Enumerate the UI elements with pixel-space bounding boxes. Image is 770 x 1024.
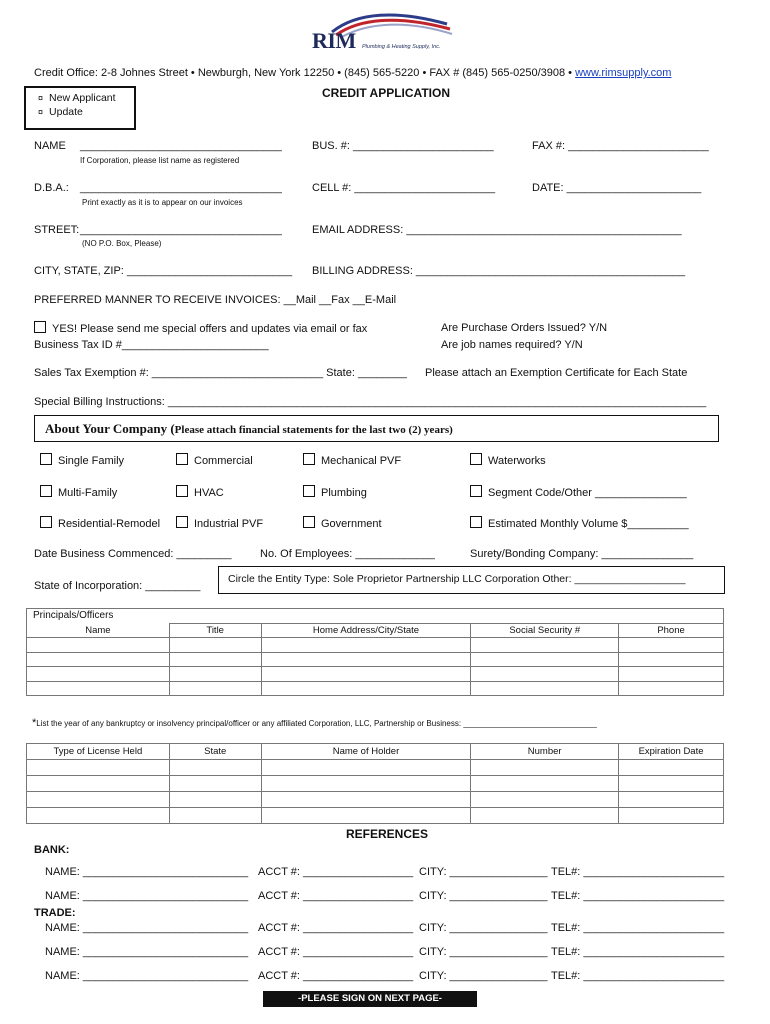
table-row[interactable] (27, 776, 724, 792)
offers-label: YES! Please send me special offers and updates via email or fax (52, 323, 368, 335)
bank1-acct-field[interactable]: ACCT #: __________________ (258, 866, 414, 878)
about-subtitle: Please attach financial statements for the last two (2) years) (174, 424, 453, 436)
dba-label: D.B.A.: (34, 182, 69, 194)
checkbox-icon[interactable] (40, 485, 52, 497)
entity-type-field[interactable]: Circle the Entity Type: Sole Proprietor Partnership LLC Corporation Other: ___________________ (228, 573, 686, 585)
office-address: Credit Office: 2-8 Johnes Street • Newburgh, New York 12250 • (845) 565-5220 • FAX # (845) 565-0250/3908 • (34, 67, 576, 79)
business-tax-id-field[interactable]: Business Tax ID #________________________ (34, 339, 269, 351)
about-title (45, 421, 453, 437)
bank2-acct-field[interactable]: ACCT #: __________________ (258, 890, 414, 902)
table-row[interactable] (27, 681, 724, 696)
trade3-acct-field[interactable]: ACCT #: __________________ (258, 970, 414, 982)
table-header-row (27, 744, 724, 760)
option-government[interactable] (303, 516, 382, 530)
option-commercial[interactable] (176, 453, 253, 467)
special-billing-field[interactable]: Special Billing Instructions: ________________________________________________________________________________________ (34, 396, 707, 408)
table-row[interactable] (27, 667, 724, 682)
references-title: REFERENCES (346, 827, 429, 841)
state-incorporation-field[interactable]: State of Incorporation: _________ (34, 580, 201, 592)
bank2-name-field[interactable]: NAME: ___________________________ (45, 890, 249, 902)
street-field[interactable]: _________________________________ (80, 224, 282, 236)
trade1-name-field[interactable]: NAME: ___________________________ (45, 922, 249, 934)
offers-opt-in[interactable] (34, 321, 367, 335)
header-title: Title (169, 623, 261, 638)
update-option[interactable] (38, 106, 83, 118)
website-link[interactable]: www.rimsupply.com (575, 67, 672, 79)
bullet-icon: ¤ (38, 93, 44, 103)
header-phone: Phone (619, 623, 724, 638)
job-names-field[interactable]: Are job names required? Y/N (441, 339, 583, 351)
header-expiration: Expiration Date (619, 744, 724, 760)
office-line (34, 67, 671, 79)
street-hint: (NO P.O. Box, Please) (82, 239, 162, 248)
header-name: Name (27, 623, 170, 638)
dba-hint: Print exactly as it is to appear on our invoices (82, 198, 243, 207)
bullet-icon: ¤ (38, 107, 44, 117)
trade1-tel-field[interactable]: TEL#: _______________________ (551, 922, 725, 934)
option-label: Estimated Monthly Volume $__________ (488, 518, 689, 530)
table-row[interactable] (27, 760, 724, 776)
bank1-tel-field[interactable]: TEL#: _______________________ (551, 866, 725, 878)
option-label: Waterworks (488, 455, 546, 467)
sales-tax-field[interactable]: Sales Tax Exemption #: ____________________________ State: ________ (34, 367, 407, 379)
option-multi-family[interactable] (40, 485, 117, 499)
option-industrial-pvf[interactable] (176, 516, 263, 530)
asterisk: * (32, 717, 37, 729)
trade2-city-field[interactable]: CITY: ________________ (419, 946, 548, 958)
employees-field[interactable]: No. Of Employees: _____________ (260, 548, 435, 560)
option-segment-code[interactable] (470, 485, 687, 499)
trade3-city-field[interactable]: CITY: ________________ (419, 970, 548, 982)
update-label: Update (49, 106, 83, 118)
option-label: HVAC (194, 487, 224, 499)
trade3-name-field[interactable]: NAME: ___________________________ (45, 970, 249, 982)
option-single-family[interactable] (40, 453, 124, 467)
header-holder: Name of Holder (261, 744, 471, 760)
bankruptcy-field[interactable] (32, 717, 597, 729)
checkbox-icon[interactable] (176, 516, 188, 528)
option-label: Residential-Remodel (58, 518, 161, 530)
bank1-city-field[interactable]: CITY: ________________ (419, 866, 548, 878)
checkbox-icon[interactable] (470, 485, 482, 497)
option-plumbing[interactable] (303, 485, 367, 499)
principals-caption: Principals/Officers (27, 609, 724, 624)
trade2-name-field[interactable]: NAME: ___________________________ (45, 946, 249, 958)
table-row[interactable] (27, 808, 724, 824)
checkbox-icon[interactable] (176, 485, 188, 497)
new-applicant-label: New Applicant (49, 92, 116, 104)
checkbox-icon[interactable] (303, 485, 315, 497)
bank2-tel-field[interactable]: TEL#: _______________________ (551, 890, 725, 902)
date-field[interactable]: DATE: ______________________ (532, 182, 702, 194)
checkbox-icon[interactable] (40, 453, 52, 465)
preferred-invoice-field[interactable]: PREFERRED MANNER TO RECEIVE INVOICES: __Mail __Fax __E-Mail (34, 294, 397, 306)
licenses-table (26, 743, 724, 824)
option-label: Industrial PVF (194, 518, 264, 530)
option-label: Government (321, 518, 382, 530)
trade3-tel-field[interactable]: TEL#: _______________________ (551, 970, 725, 982)
checkbox-icon[interactable] (470, 453, 482, 465)
checkbox-icon[interactable] (176, 453, 188, 465)
trade2-tel-field[interactable]: TEL#: _______________________ (551, 946, 725, 958)
po-issued-field[interactable]: Are Purchase Orders Issued? Y/N (441, 322, 608, 334)
city-state-zip-field[interactable]: CITY, STATE, ZIP: ___________________________ (34, 265, 293, 277)
bank2-city-field[interactable]: CITY: ________________ (419, 890, 548, 902)
name-label: NAME (34, 140, 66, 152)
table-header-row (27, 623, 724, 638)
checkbox-icon[interactable] (34, 321, 46, 333)
sign-next-page-banner: -PLEASE SIGN ON NEXT PAGE- (263, 991, 477, 1007)
page-title: CREDIT APPLICATION (322, 86, 450, 100)
name-field[interactable]: _________________________________ (80, 140, 282, 152)
header-state: State (169, 744, 261, 760)
name-hint: If Corporation, please list name as registered (80, 156, 240, 165)
about-title-text: About Your Company ( (45, 421, 175, 436)
option-waterworks[interactable] (470, 453, 546, 467)
header-license-type: Type of License Held (27, 744, 170, 760)
trade1-acct-field[interactable]: ACCT #: __________________ (258, 922, 414, 934)
principals-table (26, 608, 724, 696)
fax-field[interactable]: FAX #: _______________________ (532, 140, 709, 152)
checkbox-icon[interactable] (303, 516, 315, 528)
table-row[interactable] (27, 652, 724, 667)
option-monthly-volume[interactable] (470, 516, 689, 530)
checkbox-icon[interactable] (470, 516, 482, 528)
option-residential-remodel[interactable] (40, 516, 160, 530)
option-label: Multi-Family (58, 487, 118, 499)
option-mechanical-pvf[interactable] (303, 453, 401, 467)
header-number: Number (471, 744, 619, 760)
logo-text: RIM (312, 28, 356, 53)
new-applicant-option[interactable] (38, 92, 116, 104)
header-ssn: Social Security # (471, 623, 619, 638)
table-row[interactable] (27, 638, 724, 653)
bank-heading: BANK: (34, 844, 70, 856)
option-label: Single Family (58, 455, 125, 467)
logo-subtitle: Plumbing & Heating Supply, Inc. (362, 44, 441, 50)
option-label: Segment Code/Other _______________ (488, 487, 687, 499)
trade-heading: TRADE: (34, 907, 76, 919)
checkbox-icon[interactable] (40, 516, 52, 528)
street-label: STREET: (34, 224, 80, 236)
exemption-note: Please attach an Exemption Certificate for Each State (425, 367, 688, 379)
option-hvac[interactable] (176, 485, 224, 499)
header-address: Home Address/City/State (261, 623, 471, 638)
email-field[interactable]: EMAIL ADDRESS: _____________________________________________ (312, 224, 682, 236)
table-row[interactable] (27, 792, 724, 808)
bus-phone-field[interactable]: BUS. #: _______________________ (312, 140, 494, 152)
surety-field[interactable]: Surety/Bonding Company: _______________ (470, 548, 694, 560)
trade1-city-field[interactable]: CITY: ________________ (419, 922, 548, 934)
cell-field[interactable]: CELL #: _______________________ (312, 182, 496, 194)
checkbox-icon[interactable] (303, 453, 315, 465)
option-label: Commercial (194, 455, 253, 467)
option-label: Plumbing (321, 487, 367, 499)
trade2-acct-field[interactable]: ACCT #: __________________ (258, 946, 414, 958)
billing-address-field[interactable]: BILLING ADDRESS: ____________________________________________ (312, 265, 686, 277)
date-commenced-field[interactable]: Date Business Commenced: _________ (34, 548, 232, 560)
dba-field[interactable]: _________________________________ (80, 182, 282, 194)
bank1-name-field[interactable]: NAME: ___________________________ (45, 866, 249, 878)
option-label: Mechanical PVF (321, 455, 402, 467)
bankruptcy-text: List the year of any bankruptcy or insolvency principal/officer or any affiliated Corporation, LLC, Partnership or Business: ______________________________ (36, 719, 597, 728)
